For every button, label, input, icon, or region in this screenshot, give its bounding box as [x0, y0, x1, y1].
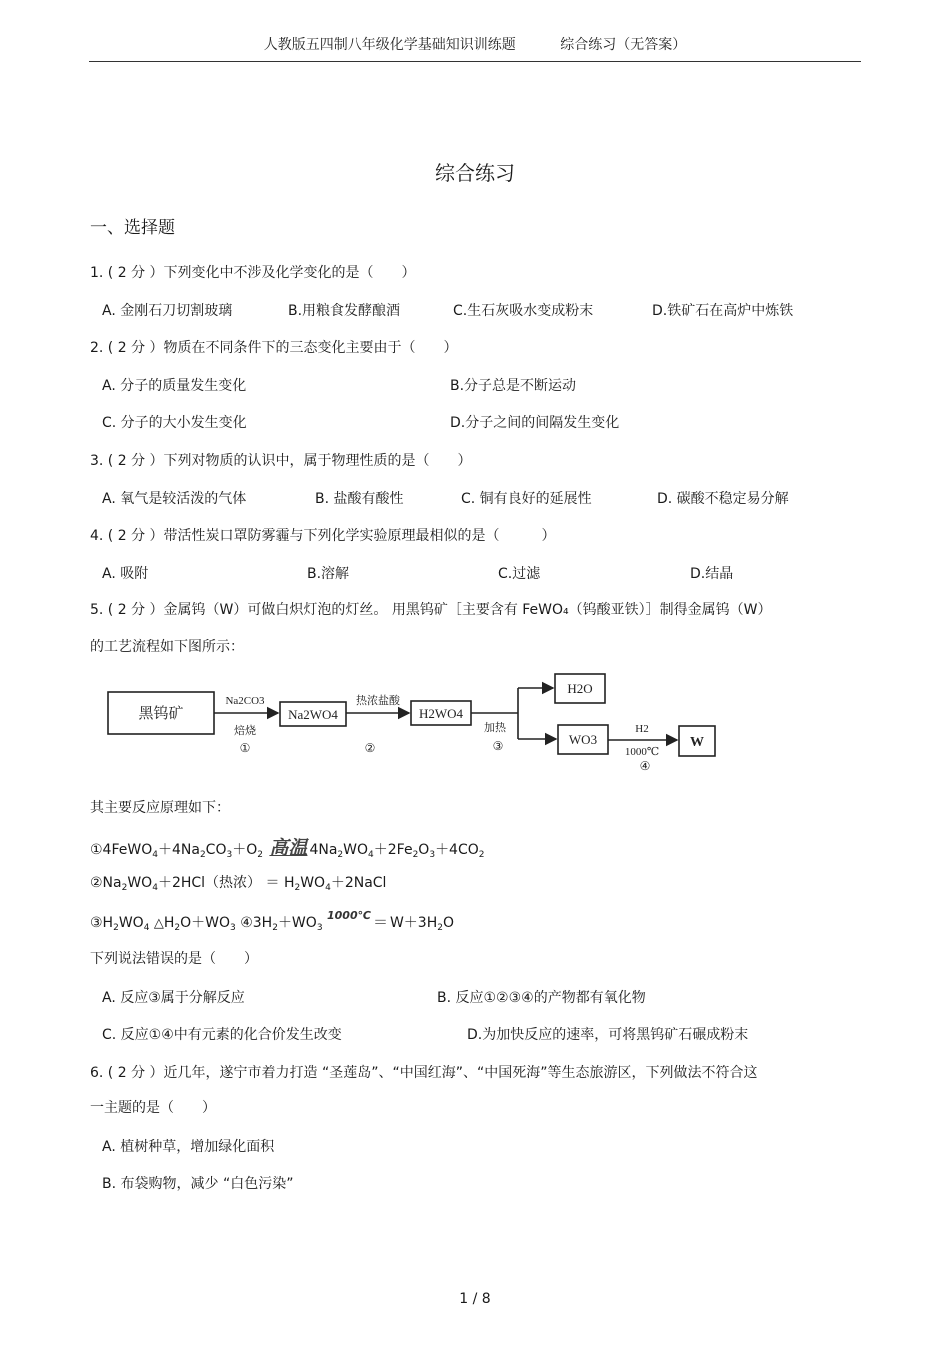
condition-gaowen: 高温 [269, 837, 308, 859]
question-1-stem: 1. ( 2 分 ）下列变化中不涉及化学变化的是（ ） [90, 265, 416, 281]
q1-option-d: D.铁矿石在高炉中炼铁 [652, 303, 794, 319]
q1-option-b: B.用粮食发酵酿酒 [288, 303, 401, 319]
label-step-1: ① [239, 741, 251, 755]
q3-option-b: B. 盐酸有酸性 [315, 491, 404, 507]
equation-3-4: $③H_2WO_4$ $\triangle H_2O+WO_3$ $④3H_2+WO_3$ $^{1000℃} = W+3H_2O$ [90, 909, 454, 933]
label-w: W [690, 735, 704, 750]
question-5-stem-line1: 5. ( 2 分 ）金属钨（W）可做白炽灯泡的灯丝。 用黑钨矿［主要含有 FeWO₄（钨酸亚铁）］制得金属钨（W） [90, 602, 772, 618]
section-heading: 一、选择题 [90, 218, 175, 238]
heat-triangle-icon: △ [153, 916, 164, 931]
q1-option-c: C.生石灰吸水变成粉末 [453, 303, 594, 319]
principle-intro: 其主要反应原理如下： [90, 800, 230, 816]
question-2-stem: 2. ( 2 分 ）物质在不同条件下的三态变化主要由于（ ） [90, 340, 458, 356]
q3-option-c: C. 铜有良好的延展性 [461, 491, 592, 507]
q3-option-d: D. 碳酸不稳定易分解 [657, 491, 789, 507]
page-header [0, 34, 950, 54]
q5-option-c: C. 反应①④中有元素的化合价发生改变 [102, 1027, 342, 1043]
q2-option-c: C. 分子的大小发生变化 [102, 415, 247, 431]
label-r4-bottom: 1000℃ [624, 746, 660, 758]
label-r1-bottom: 焙烧 [234, 725, 256, 737]
q2-option-d: D.分子之间的间隔发生变化 [450, 415, 620, 431]
label-r3-bottom: 加热 [484, 722, 506, 734]
label-r4-top: H2 [635, 723, 649, 735]
question-6-stem-line1: 6. ( 2 分 ）近几年，遂宁市着力打造 “圣莲岛”、“中国红海”、“中国死海”等生态旅游区，下列做法不符合这 [90, 1065, 758, 1081]
label-r2-top: 热浓盐酸 [356, 695, 400, 707]
q6-option-b: B. 布袋购物，减少 “白色污染” [102, 1176, 294, 1192]
q5-option-d: D.为加快反应的速率，可将黑钨矿石碾成粉末 [467, 1027, 749, 1043]
equation-1: $①4FeWO_4+4Na_2CO_3+O_2$ 高温 $4Na_2WO_4+2Fe_2O_3+4CO_2$ [90, 837, 485, 860]
equation-2: $②Na_2WO_4+2HCl$（热浓） ＝ $H_2WO_4+2NaCl$ [90, 875, 387, 893]
label-step-2: ② [364, 741, 376, 755]
label-r1-top: Na2CO3 [225, 695, 265, 707]
page-number: 1 / 8 [459, 1291, 491, 1307]
q2-option-b: B.分子总是不断运动 [450, 378, 577, 394]
label-ore: 黑钨矿 [138, 706, 184, 722]
header-left: 人教版五四制八年级化学基础知识训练题 [263, 37, 516, 53]
q5-option-a: A. 反应③属于分解反应 [102, 990, 245, 1006]
q2-option-a: A. 分子的质量发生变化 [102, 378, 247, 394]
label-step-3: ③ [492, 739, 504, 753]
question-5-stem-line2: 的工艺流程如下图所示： [90, 639, 244, 655]
question-3-stem: 3. ( 2 分 ）下列对物质的认识中，属于物理性质的是（ ） [90, 453, 472, 469]
label-h2wo4: H2WO4 [418, 706, 464, 721]
condition-temp: 1000℃ [327, 909, 371, 922]
q5-option-b: B. 反应①②③④的产物都有氧化物 [437, 990, 646, 1006]
q4-option-c: C.过滤 [498, 566, 541, 582]
question-5-ask: 下列说法错误的是（ ） [90, 951, 258, 967]
q6-option-a: A. 植树种草，增加绿化面积 [102, 1139, 275, 1155]
document-title: 综合练习 [435, 161, 515, 185]
label-wo3: WO3 [568, 732, 598, 747]
q1-option-a: A. 金刚石刀切割玻璃 [102, 303, 233, 319]
label-h2o: H2O [567, 681, 593, 696]
q4-option-d: D.结晶 [690, 566, 734, 582]
header-rule [89, 61, 861, 62]
header-right: 综合练习（无答案） [560, 37, 687, 53]
q3-option-a: A. 氧气是较活泼的气体 [102, 491, 247, 507]
q4-option-a: A. 吸附 [102, 566, 149, 582]
label-na2wo4: Na2WO4 [288, 707, 338, 722]
question-6-stem-line2: 一主题的是（ ） [90, 1100, 216, 1116]
question-4-stem: 4. ( 2 分 ）带活性炭口罩防雾霾与下列化学实验原理最相似的是（ ） [90, 528, 556, 544]
equals-sign: ＝ [372, 913, 388, 931]
label-step-4: ④ [639, 759, 651, 773]
tungsten-process-diagram [100, 668, 730, 778]
q4-option-b: B.溶解 [307, 566, 350, 582]
